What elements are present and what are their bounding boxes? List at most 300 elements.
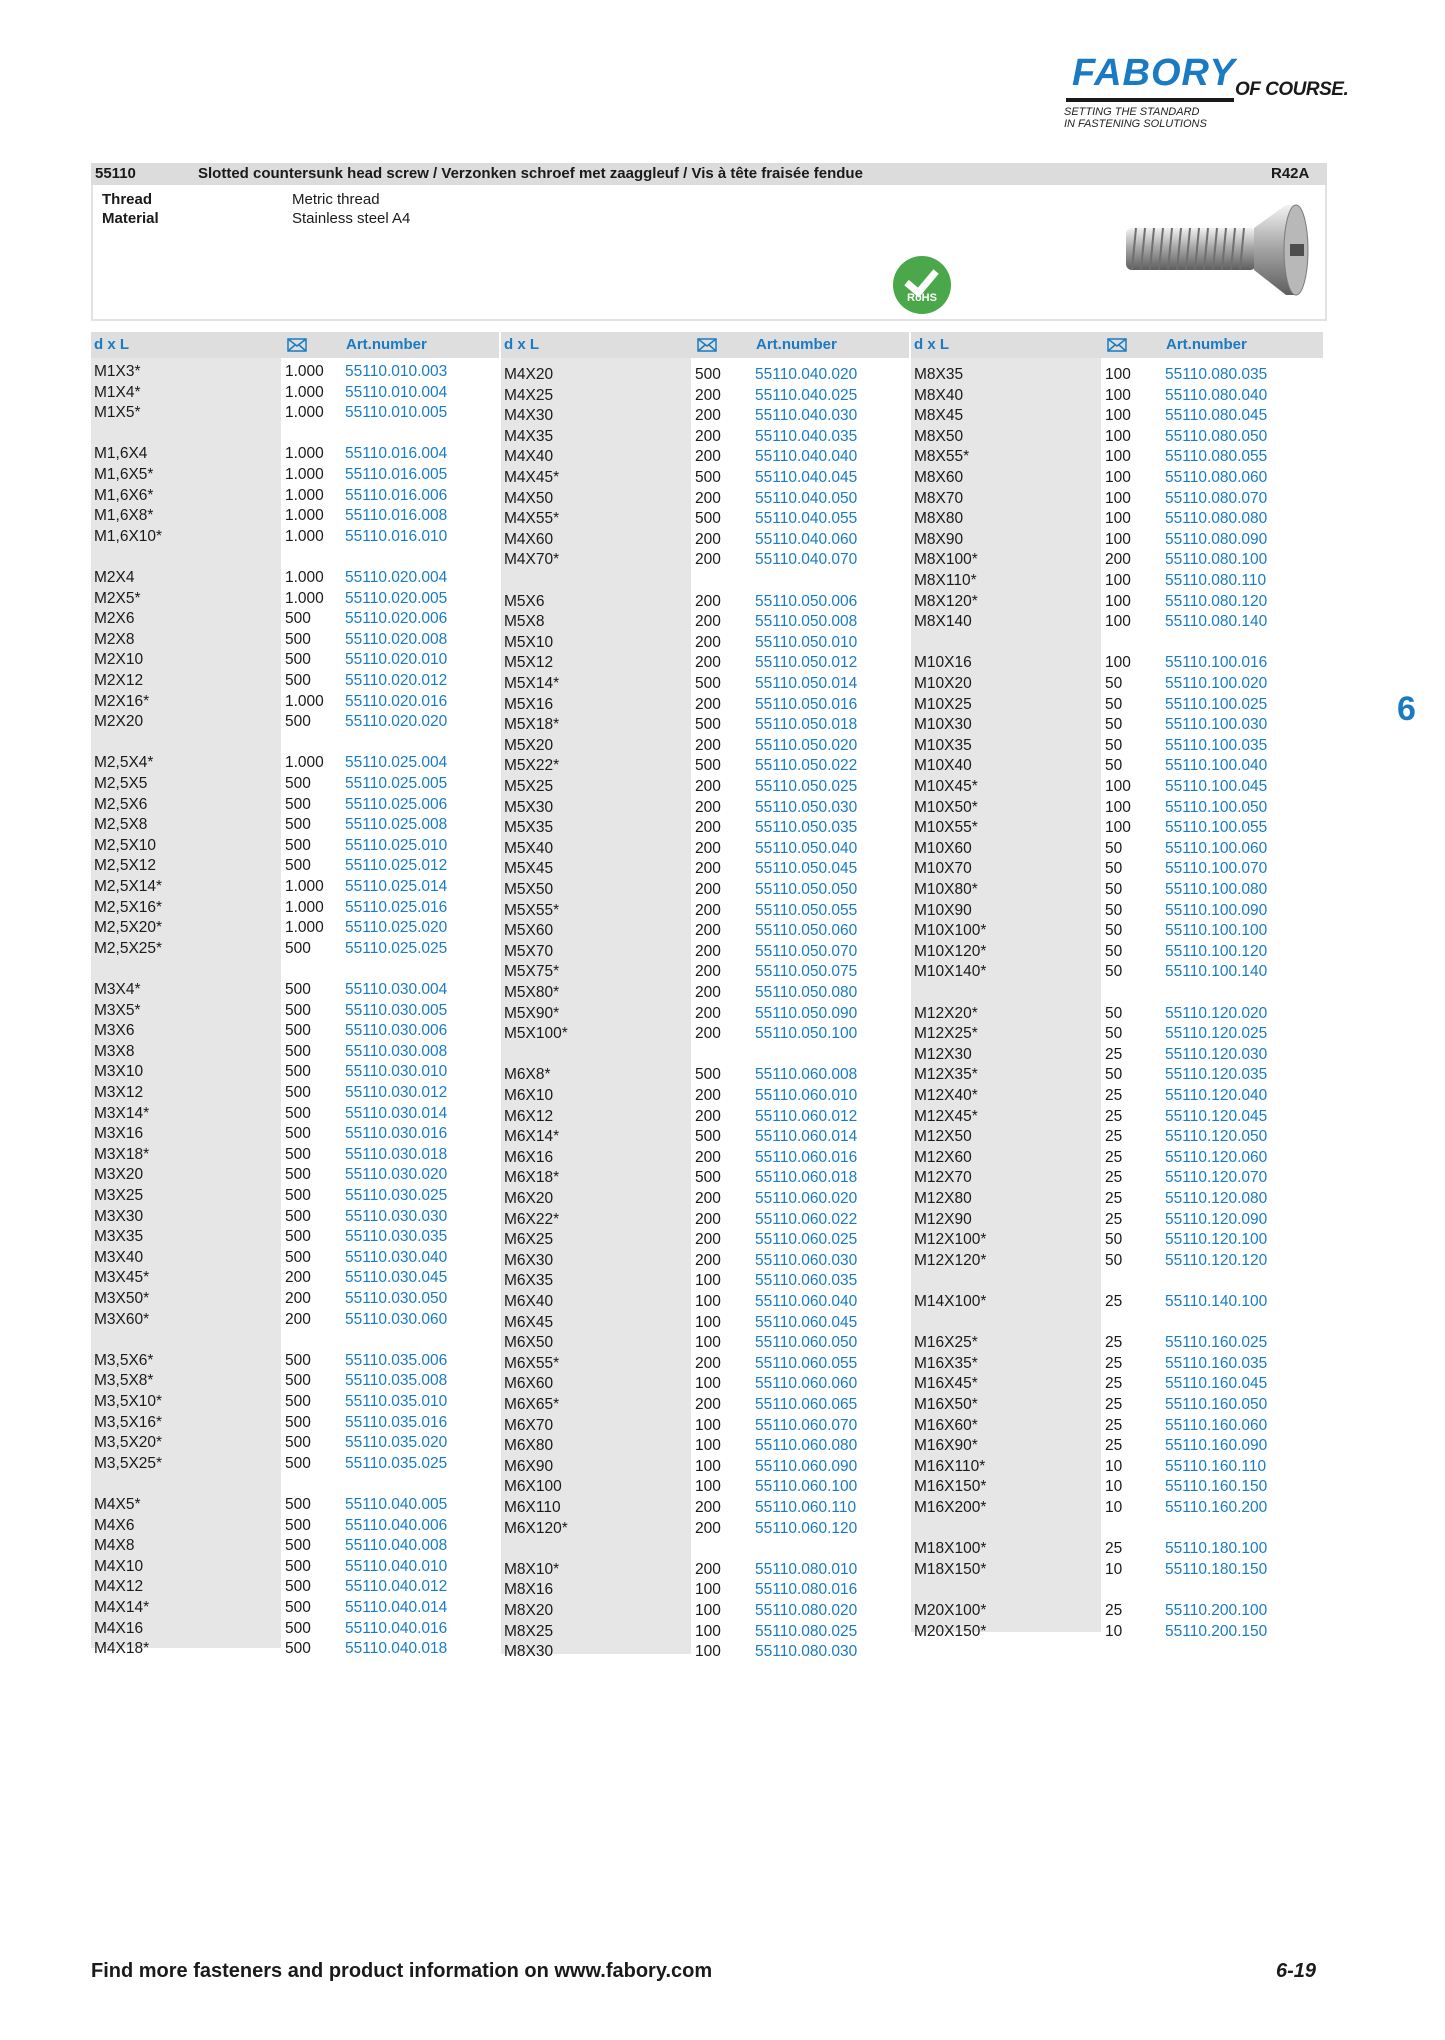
quantity-cell: 500 — [285, 1496, 311, 1513]
size-cell: M2,5X10 — [94, 836, 157, 854]
art-number-cell[interactable]: 55110.030.040 — [345, 1248, 448, 1266]
quantity-cell: 1.000 — [285, 507, 324, 525]
size-cell: M16X45* — [914, 1375, 978, 1393]
quantity-cell: 500 — [285, 1537, 311, 1555]
product-header-bar — [91, 163, 1327, 185]
quantity-cell: 500 — [695, 675, 721, 692]
size-cell: M3,5X25* — [94, 1454, 163, 1472]
art-number-cell[interactable]: 55110.060.008 — [755, 1066, 858, 1084]
art-number-cell[interactable]: 55110.030.050 — [345, 1290, 448, 1307]
size-cell: M8X50 — [914, 427, 964, 445]
art-number-cell[interactable]: 55110.030.006 — [345, 1022, 448, 1040]
art-number-cell[interactable]: 55110.050.012 — [755, 654, 858, 672]
quantity-cell: 50 — [1105, 942, 1123, 960]
art-number-cell[interactable]: 55110.040.010 — [345, 1557, 448, 1575]
column-header-1 — [91, 332, 499, 358]
quantity-cell: 50 — [1105, 1231, 1123, 1249]
size-cell: M2,5X4* — [94, 754, 154, 772]
quantity-cell: 100 — [1105, 530, 1131, 548]
art-number-cell[interactable]: 55110.030.014 — [345, 1104, 448, 1122]
quantity-cell: 200 — [695, 1025, 721, 1043]
size-cell: M10X35 — [914, 736, 972, 754]
art-number-cell[interactable]: 55110.050.016 — [755, 695, 858, 713]
art-number-cell[interactable]: 55110.050.090 — [755, 1004, 858, 1022]
size-cell: M2X5* — [94, 589, 141, 607]
size-cell: M2X16* — [94, 692, 150, 710]
art-number-cell[interactable]: 55110.040.025 — [755, 386, 858, 404]
size-cell: M12X30 — [914, 1045, 972, 1063]
art-number-cell[interactable]: 55110.100.050 — [1165, 798, 1268, 816]
art-number-cell[interactable]: 55110.050.080 — [755, 984, 858, 1001]
size-cell: M3X5* — [94, 1001, 141, 1019]
art-number-cell[interactable]: 55110.060.012 — [755, 1107, 858, 1125]
art-number-cell[interactable]: 55110.100.120 — [1165, 942, 1268, 960]
size-cell: M10X90 — [914, 901, 972, 919]
quantity-cell: 100 — [1105, 592, 1131, 610]
size-cell: M10X16 — [914, 654, 972, 672]
art-number-cell[interactable]: 55110.080.010 — [755, 1560, 858, 1578]
art-number-cell[interactable]: 55110.040.040 — [755, 448, 858, 466]
quantity-cell: 200 — [1105, 551, 1131, 569]
art-number-cell[interactable]: 55110.050.035 — [755, 819, 858, 837]
art-number-cell[interactable]: 55110.020.020 — [345, 713, 448, 731]
art-number-cell[interactable]: 55110.160.060 — [1165, 1416, 1268, 1434]
quantity-cell: 1.000 — [285, 878, 324, 895]
art-number-cell[interactable]: 55110.120.040 — [1165, 1087, 1268, 1104]
art-number-cell[interactable]: 55110.025.020 — [345, 919, 448, 937]
size-cell: M6X35 — [504, 1272, 554, 1290]
size-cell: M10X25 — [914, 695, 972, 713]
art-number-cell[interactable]: 55110.160.200 — [1165, 1499, 1268, 1516]
art-number-cell[interactable]: 55110.050.030 — [755, 798, 858, 816]
quantity-cell: 100 — [1105, 407, 1131, 425]
size-cell: M6X22* — [504, 1210, 560, 1228]
art-number-cell[interactable]: 55110.025.012 — [345, 857, 448, 875]
art-number-cell[interactable]: 55110.016.010 — [345, 527, 448, 545]
art-number-cell[interactable]: 55110.100.020 — [1165, 675, 1268, 692]
art-number-cell[interactable]: 55110.016.004 — [345, 445, 448, 463]
size-cell: M12X35* — [914, 1066, 978, 1084]
art-number-cell[interactable]: 55110.050.025 — [755, 778, 858, 795]
art-number-cell[interactable]: 55110.120.070 — [1165, 1169, 1268, 1187]
art-number-cell[interactable]: 55110.100.140 — [1165, 963, 1268, 981]
art-number-cell[interactable]: 55110.060.100 — [755, 1478, 858, 1496]
art-number-cell[interactable]: 55110.050.006 — [755, 592, 858, 610]
art-number-cell[interactable]: 55110.020.010 — [345, 651, 448, 669]
art-number-cell[interactable]: 55110.040.055 — [755, 510, 858, 528]
art-number-cell[interactable]: 55110.025.005 — [345, 775, 448, 792]
art-number-cell[interactable]: 55110.040.008 — [345, 1537, 448, 1555]
art-number-cell[interactable]: 55110.060.020 — [755, 1190, 858, 1207]
quantity-cell: 500 — [285, 1228, 311, 1246]
quantity-cell: 200 — [695, 778, 721, 795]
size-cell: M5X100* — [504, 1025, 568, 1043]
art-number-cell[interactable]: 55110.100.060 — [1165, 839, 1268, 857]
quantity-cell: 100 — [1105, 366, 1131, 383]
quantity-cell: 200 — [695, 407, 721, 425]
size-cell: M3X45* — [94, 1269, 150, 1287]
art-number-cell[interactable]: 55110.080.055 — [1165, 448, 1268, 466]
size-cell: M6X50 — [504, 1334, 554, 1352]
art-number-cell[interactable]: 55110.080.025 — [755, 1622, 858, 1640]
art-number-cell[interactable]: 55110.035.006 — [345, 1351, 448, 1369]
quantity-cell: 25 — [1105, 1375, 1123, 1393]
art-number-cell[interactable]: 55110.025.010 — [345, 836, 448, 854]
quantity-cell: 10 — [1105, 1478, 1123, 1496]
quantity-cell: 200 — [285, 1310, 311, 1328]
art-number-cell[interactable]: 55110.020.006 — [345, 610, 448, 628]
size-cell: M10X45* — [914, 778, 978, 795]
art-number-cell[interactable]: 55110.120.120 — [1165, 1251, 1268, 1269]
quantity-cell: 200 — [695, 448, 721, 466]
art-number-cell[interactable]: 55110.060.120 — [755, 1519, 858, 1537]
size-cell: M4X16 — [94, 1619, 144, 1637]
art-number-cell[interactable]: 55110.080.080 — [1165, 510, 1268, 528]
quantity-cell: 25 — [1105, 1128, 1123, 1146]
art-number-cell[interactable]: 55110.040.030 — [755, 407, 858, 425]
art-number-cell[interactable]: 55110.040.035 — [755, 427, 858, 445]
art-number-cell[interactable]: 55110.050.070 — [755, 942, 858, 960]
size-cell: M16X35* — [914, 1354, 978, 1372]
art-number-cell[interactable]: 55110.060.055 — [755, 1354, 858, 1372]
art-number-cell[interactable]: 55110.020.004 — [345, 569, 448, 586]
art-number-cell[interactable]: 55110.120.035 — [1165, 1066, 1268, 1084]
art-number-cell[interactable]: 55110.030.008 — [345, 1042, 448, 1060]
art-number-cell[interactable]: 55110.050.075 — [755, 963, 858, 981]
art-number-cell[interactable]: 55110.025.016 — [345, 898, 448, 916]
art-number-cell[interactable]: 55110.030.020 — [345, 1166, 448, 1184]
art-number-cell[interactable]: 55110.080.045 — [1165, 407, 1268, 425]
art-number-cell[interactable]: 55110.025.014 — [345, 878, 448, 895]
art-number-cell[interactable]: 55110.120.100 — [1165, 1231, 1268, 1249]
art-number-cell[interactable]: 55110.060.110 — [755, 1499, 857, 1516]
art-number-cell[interactable]: 55110.030.045 — [345, 1269, 448, 1287]
size-cell: M5X45 — [504, 860, 554, 878]
art-number-cell[interactable]: 55110.050.020 — [755, 736, 858, 754]
size-cell: M8X30 — [504, 1643, 554, 1661]
size-cell: M4X8 — [94, 1537, 135, 1555]
art-number-cell[interactable]: 55110.060.014 — [755, 1128, 858, 1146]
art-number-cell[interactable]: 55110.040.060 — [755, 530, 858, 548]
quantity-cell: 50 — [1105, 757, 1123, 775]
quantity-cell: 200 — [695, 633, 721, 651]
art-number-cell[interactable]: 55110.030.060 — [345, 1310, 448, 1328]
art-number-cell[interactable]: 55110.050.100 — [755, 1025, 858, 1043]
quantity-cell: 100 — [1105, 510, 1131, 528]
art-number-cell[interactable]: 55110.200.100 — [1165, 1602, 1268, 1619]
quantity-cell: 1.000 — [285, 692, 324, 710]
art-number-cell[interactable]: 55110.160.045 — [1165, 1375, 1268, 1393]
size-cell: M5X20 — [504, 736, 554, 754]
art-number-cell[interactable]: 55110.050.010 — [755, 633, 858, 651]
art-number-cell[interactable]: 55110.060.018 — [755, 1169, 858, 1187]
art-number-cell[interactable]: 55110.040.018 — [345, 1640, 448, 1658]
quantity-cell: 25 — [1105, 1210, 1123, 1228]
size-cell: M6X25 — [504, 1231, 554, 1249]
art-header: Art.number — [1166, 336, 1247, 353]
quantity-cell: 200 — [695, 1107, 721, 1125]
quantity-cell: 25 — [1105, 1416, 1123, 1434]
quantity-cell: 100 — [695, 1457, 721, 1475]
size-cell: M4X55* — [504, 510, 560, 528]
size-cell: M6X40 — [504, 1293, 554, 1310]
art-number-cell[interactable]: 55110.160.035 — [1165, 1354, 1268, 1372]
art-number-cell[interactable]: 55110.080.035 — [1165, 366, 1268, 383]
size-cell: M20X150* — [914, 1622, 987, 1640]
art-number-cell[interactable]: 55110.060.065 — [755, 1396, 858, 1413]
quantity-cell: 200 — [695, 1396, 721, 1413]
art-number-cell[interactable]: 55110.060.016 — [755, 1148, 858, 1166]
size-cell: M5X60 — [504, 922, 554, 940]
art-number-cell[interactable]: 55110.160.050 — [1165, 1396, 1268, 1413]
art-number-cell[interactable]: 55110.100.070 — [1165, 860, 1268, 878]
art-number-cell[interactable]: 55110.040.014 — [345, 1599, 448, 1616]
quantity-cell: 10 — [1105, 1622, 1123, 1640]
art-number-cell[interactable]: 55110.060.025 — [755, 1231, 858, 1249]
art-number-cell[interactable]: 55110.080.090 — [1165, 530, 1268, 548]
art-number-cell[interactable]: 55110.050.040 — [755, 839, 858, 857]
size-cell: M12X40* — [914, 1087, 978, 1104]
art-number-cell[interactable]: 55110.100.040 — [1165, 757, 1268, 775]
art-number-cell[interactable]: 55110.060.045 — [755, 1313, 858, 1331]
quantity-cell: 200 — [695, 901, 721, 919]
size-cell: M6X65* — [504, 1396, 560, 1413]
art-number-cell[interactable]: 55110.080.030 — [755, 1643, 858, 1661]
art-number-cell[interactable]: 55110.100.016 — [1165, 654, 1268, 672]
art-number-cell[interactable]: 55110.040.050 — [755, 489, 858, 507]
size-cell: M6X8* — [504, 1066, 551, 1084]
art-number-cell[interactable]: 55110.030.004 — [345, 981, 448, 998]
art-number-cell[interactable]: 55110.050.050 — [755, 881, 858, 898]
art-number-cell[interactable]: 55110.120.060 — [1165, 1148, 1268, 1166]
art-number-cell[interactable]: 55110.120.090 — [1165, 1210, 1268, 1228]
quantity-cell: 200 — [695, 1499, 721, 1516]
size-cell: M6X16 — [504, 1148, 554, 1166]
art-number-cell[interactable]: 55110.180.100 — [1165, 1540, 1268, 1558]
size-cell: M4X30 — [504, 407, 554, 425]
art-number-cell[interactable]: 55110.030.030 — [345, 1207, 448, 1225]
art-number-cell[interactable]: 55110.050.018 — [755, 716, 858, 734]
quantity-cell: 1.000 — [285, 404, 324, 422]
size-cell: M2,5X20* — [94, 919, 163, 937]
art-number-cell[interactable]: 55110.040.006 — [345, 1516, 448, 1534]
art-number-cell[interactable]: 55110.080.050 — [1165, 427, 1268, 445]
art-number-cell[interactable]: 55110.040.020 — [755, 366, 858, 383]
art-number-cell[interactable]: 55110.120.045 — [1165, 1107, 1268, 1125]
art-number-cell[interactable]: 55110.020.008 — [345, 630, 448, 648]
fabory-logo — [1060, 52, 1350, 132]
quantity-cell: 100 — [695, 1375, 721, 1393]
size-cell: M6X30 — [504, 1251, 554, 1269]
art-number-cell[interactable]: 55110.200.150 — [1165, 1622, 1268, 1640]
art-number-cell[interactable]: 55110.060.050 — [755, 1334, 858, 1352]
quantity-cell: 500 — [285, 1125, 311, 1143]
art-number-cell[interactable]: 55110.050.014 — [755, 675, 858, 692]
size-cell: M2X4 — [94, 569, 135, 586]
art-number-cell[interactable]: 55110.080.120 — [1165, 592, 1268, 610]
size-cell: M3X25 — [94, 1187, 144, 1204]
size-cell: M5X10 — [504, 633, 554, 651]
size-cell: M8X140 — [914, 613, 972, 631]
quantity-cell: 50 — [1105, 1251, 1123, 1269]
art-number-cell[interactable]: 55110.050.055 — [755, 901, 858, 919]
size-cell: M1,6X10* — [94, 527, 163, 545]
art-number-cell[interactable]: 55110.120.030 — [1165, 1045, 1268, 1063]
size-cell: M10X70 — [914, 860, 972, 878]
size-cell: M1X3* — [94, 363, 141, 380]
art-number-cell[interactable]: 55110.030.010 — [345, 1063, 448, 1081]
art-number-cell[interactable]: 55110.080.040 — [1165, 386, 1268, 404]
size-cell: M12X50 — [914, 1128, 972, 1146]
art-number-cell[interactable]: 55110.120.025 — [1165, 1025, 1268, 1043]
logo-tagline — [1064, 106, 1207, 130]
art-number-cell[interactable]: 55110.120.050 — [1165, 1128, 1268, 1146]
size-cell: M2X12 — [94, 672, 144, 689]
art-number-cell[interactable]: 55110.100.030 — [1165, 716, 1268, 734]
quantity-cell: 25 — [1105, 1354, 1123, 1372]
quantity-cell: 50 — [1105, 695, 1123, 713]
art-number-cell[interactable]: 55110.180.150 — [1165, 1560, 1268, 1578]
art-number-cell[interactable]: 55110.035.010 — [345, 1393, 448, 1410]
quantity-cell: 25 — [1105, 1190, 1123, 1207]
art-number-cell[interactable]: 55110.060.040 — [755, 1293, 858, 1310]
size-cell: M10X30 — [914, 716, 972, 734]
art-number-cell[interactable]: 55110.060.060 — [755, 1375, 858, 1393]
art-number-cell[interactable]: 55110.030.025 — [345, 1187, 448, 1204]
art-number-cell[interactable]: 55110.016.005 — [345, 466, 448, 483]
art-number-cell[interactable]: 55110.160.090 — [1165, 1437, 1268, 1455]
quantity-cell: 100 — [1105, 778, 1131, 795]
art-number-cell[interactable]: 55110.140.100 — [1165, 1293, 1268, 1310]
art-number-cell[interactable]: 55110.060.035 — [755, 1272, 858, 1290]
size-cell: M8X55* — [914, 448, 970, 466]
art-number-cell[interactable]: 55110.040.005 — [345, 1496, 448, 1513]
art-number-cell[interactable]: 55110.016.008 — [345, 507, 448, 525]
quantity-cell: 50 — [1105, 716, 1123, 734]
art-number-cell[interactable]: 55110.080.060 — [1165, 469, 1268, 486]
art-number-cell[interactable]: 55110.080.070 — [1165, 489, 1268, 507]
art-number-cell[interactable]: 55110.100.045 — [1165, 778, 1268, 795]
art-number-cell[interactable]: 55110.010.005 — [345, 404, 448, 422]
footer-text: Find more fasteners and product information on www.fabory.com — [91, 1960, 713, 1982]
art-number-cell[interactable]: 55110.030.018 — [345, 1145, 448, 1163]
quantity-cell: 200 — [695, 1190, 721, 1207]
art-number-cell[interactable]: 55110.040.016 — [345, 1619, 448, 1637]
quantity-cell: 1.000 — [285, 754, 324, 772]
art-number-cell[interactable]: 55110.050.022 — [755, 757, 858, 775]
quantity-cell: 25 — [1105, 1602, 1123, 1619]
art-number-cell[interactable]: 55110.025.025 — [345, 939, 448, 957]
art-number-cell[interactable]: 55110.030.005 — [345, 1001, 448, 1019]
quantity-cell: 200 — [695, 1354, 721, 1372]
size-cell: M6X20 — [504, 1190, 554, 1207]
size-cell: M3X50* — [94, 1290, 150, 1307]
art-number-cell[interactable]: 55110.050.060 — [755, 922, 858, 940]
art-number-cell[interactable]: 55110.060.090 — [755, 1457, 858, 1475]
art-number-cell[interactable]: 55110.060.030 — [755, 1251, 858, 1269]
art-number-cell[interactable]: 55110.100.055 — [1165, 819, 1268, 837]
art-number-cell[interactable]: 55110.060.022 — [755, 1210, 858, 1228]
art-number-cell[interactable]: 55110.035.025 — [345, 1454, 448, 1472]
quantity-cell: 500 — [285, 939, 311, 957]
art-number-cell[interactable]: 55110.080.020 — [755, 1602, 858, 1619]
art-number-cell[interactable]: 55110.080.016 — [755, 1581, 858, 1599]
art-number-cell[interactable]: 55110.160.110 — [1165, 1457, 1267, 1475]
size-cell: M4X5* — [94, 1496, 141, 1513]
quantity-cell: 50 — [1105, 1066, 1123, 1084]
art-number-cell[interactable]: 55110.050.008 — [755, 613, 858, 631]
screw-image — [1118, 200, 1313, 300]
art-number-cell[interactable]: 55110.100.025 — [1165, 695, 1268, 713]
art-number-cell[interactable]: 55110.080.140 — [1165, 613, 1268, 631]
art-number-cell[interactable]: 55110.100.090 — [1165, 901, 1268, 919]
art-number-cell[interactable]: 55110.120.080 — [1165, 1190, 1268, 1207]
material-label: Material — [102, 210, 159, 227]
art-number-cell[interactable]: 55110.040.045 — [755, 469, 858, 486]
art-number-cell[interactable]: 55110.060.010 — [755, 1087, 858, 1104]
art-number-cell[interactable]: 55110.100.080 — [1165, 881, 1268, 898]
quantity-cell: 200 — [695, 1251, 721, 1269]
art-number-cell[interactable]: 55110.010.003 — [345, 363, 448, 380]
art-number-cell[interactable]: 55110.010.004 — [345, 383, 448, 401]
art-number-cell[interactable]: 55110.080.100 — [1165, 551, 1268, 569]
size-cell: M3X4* — [94, 981, 141, 998]
size-cell: M3X14* — [94, 1104, 150, 1122]
art-number-cell[interactable]: 55110.160.150 — [1165, 1478, 1268, 1496]
art-number-cell[interactable]: 55110.025.008 — [345, 816, 448, 834]
size-cell: M2,5X16* — [94, 898, 163, 916]
quantity-cell: 1.000 — [285, 919, 324, 937]
art-number-cell[interactable]: 55110.050.045 — [755, 860, 858, 878]
art-number-cell[interactable]: 55110.025.006 — [345, 795, 448, 813]
size-cell: M6X60 — [504, 1375, 554, 1393]
quantity-cell: 200 — [695, 1148, 721, 1166]
size-cell: M3X16 — [94, 1125, 144, 1143]
art-number-cell[interactable]: 55110.020.012 — [345, 672, 448, 689]
size-cell: M5X35 — [504, 819, 554, 837]
art-number-cell[interactable]: 55110.035.008 — [345, 1372, 448, 1390]
art-number-cell[interactable]: 55110.080.110 — [1165, 572, 1267, 589]
quantity-cell: 1.000 — [285, 486, 324, 504]
art-number-cell[interactable]: 55110.025.004 — [345, 754, 448, 772]
art-number-cell[interactable]: 55110.020.005 — [345, 589, 448, 607]
art-number-cell[interactable]: 55110.060.070 — [755, 1416, 858, 1434]
thread-label: Thread — [102, 191, 153, 208]
art-number-cell[interactable]: 55110.020.016 — [345, 692, 448, 710]
art-number-cell[interactable]: 55110.120.020 — [1165, 1004, 1268, 1022]
art-number-cell[interactable]: 55110.016.006 — [345, 486, 448, 504]
size-cell: M8X10* — [504, 1560, 560, 1578]
art-number-cell[interactable]: 55110.040.012 — [345, 1578, 448, 1596]
art-number-cell[interactable]: 55110.035.016 — [345, 1413, 448, 1431]
art-number-cell[interactable]: 55110.040.070 — [755, 551, 858, 569]
art-number-cell[interactable]: 55110.030.016 — [345, 1125, 448, 1143]
art-number-cell[interactable]: 55110.060.080 — [755, 1437, 858, 1455]
size-cell: M6X80 — [504, 1437, 554, 1455]
quantity-cell: 200 — [695, 613, 721, 631]
art-number-cell[interactable]: 55110.100.035 — [1165, 736, 1268, 754]
product-code: 55110 — [95, 165, 136, 182]
art-number-cell[interactable]: 55110.030.012 — [345, 1084, 448, 1101]
art-number-cell[interactable]: 55110.030.035 — [345, 1228, 448, 1246]
art-number-cell[interactable]: 55110.160.025 — [1165, 1334, 1268, 1352]
envelope-icon — [287, 338, 307, 352]
quantity-cell: 100 — [695, 1416, 721, 1434]
art-number-cell[interactable]: 55110.100.100 — [1165, 922, 1268, 940]
art-number-cell[interactable]: 55110.035.020 — [345, 1434, 448, 1452]
size-cell: M5X8 — [504, 613, 545, 631]
size-cell: M3X35 — [94, 1228, 144, 1246]
